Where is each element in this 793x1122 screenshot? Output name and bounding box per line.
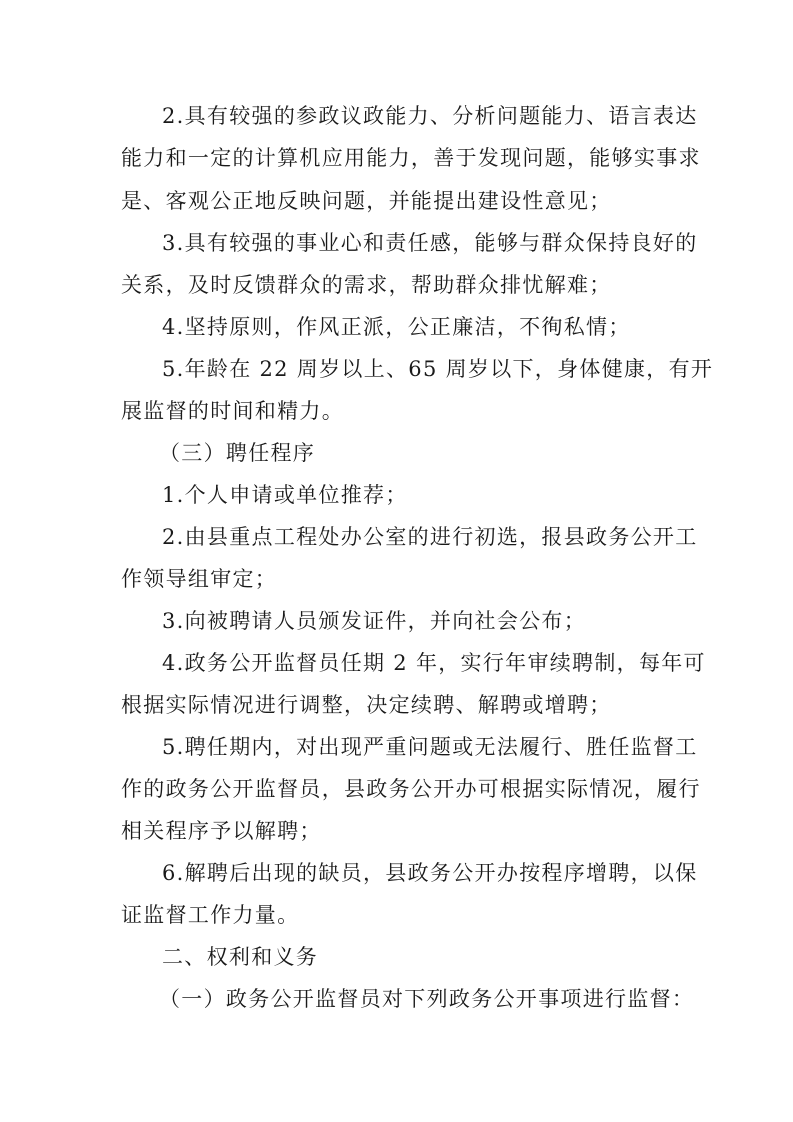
- text-line: 6.解聘后出现的缺员，县政务公开办按程序增聘，以保: [162, 861, 698, 885]
- text-line: 5.年龄在 22 周岁以上、65 周岁以下，身体健康，有开: [162, 357, 714, 381]
- text-line: 3.向被聘请人员颁发证件，并向社会公布；: [162, 609, 587, 633]
- text-line: 是、客观公正地反映问题，并能提出建设性意见；: [121, 189, 612, 213]
- text-line: 2.由县重点工程处办公室的进行初选，报县政务公开工: [162, 525, 698, 549]
- text-line: 能力和一定的计算机应用能力，善于发现问题，能够实事求: [121, 146, 701, 170]
- text-line: 5.聘任期内，对出现严重问题或无法履行、胜任监督工: [162, 735, 698, 759]
- text-line: 根据实际情况进行调整，决定续聘、解聘或增聘；: [121, 693, 612, 717]
- text-line: 展监督的时间和精力。: [121, 399, 344, 423]
- text-line: 作领导组审定；: [121, 567, 278, 591]
- text-line: 2.具有较强的参政议政能力、分析问题能力、语言表达: [162, 104, 698, 128]
- section-heading: （三）聘任程序: [159, 441, 316, 465]
- text-line: 证监督工作力量。: [121, 903, 300, 927]
- subsection-heading: （一）政务公开监督员对下列政务公开事项进行监督：: [159, 987, 695, 1011]
- text-line: 作的政务公开监督员，县政务公开办可根据实际情况，履行: [121, 777, 701, 801]
- text-line: 3.具有较强的事业心和责任感，能够与群众保持良好的: [162, 231, 698, 255]
- text-line: 4.政务公开监督员任期 2 年，实行年审续聘制，每年可: [162, 651, 706, 675]
- section-heading: 二、权利和义务: [162, 945, 319, 969]
- text-line: 相关程序予以解聘；: [121, 819, 322, 843]
- text-line: 关系，及时反馈群众的需求，帮助群众排忧解难；: [121, 273, 612, 297]
- text-line: 4.坚持原则，作风正派，公正廉洁，不徇私情；: [162, 315, 631, 339]
- text-line: 1.个人申请或单位推荐；: [162, 483, 408, 507]
